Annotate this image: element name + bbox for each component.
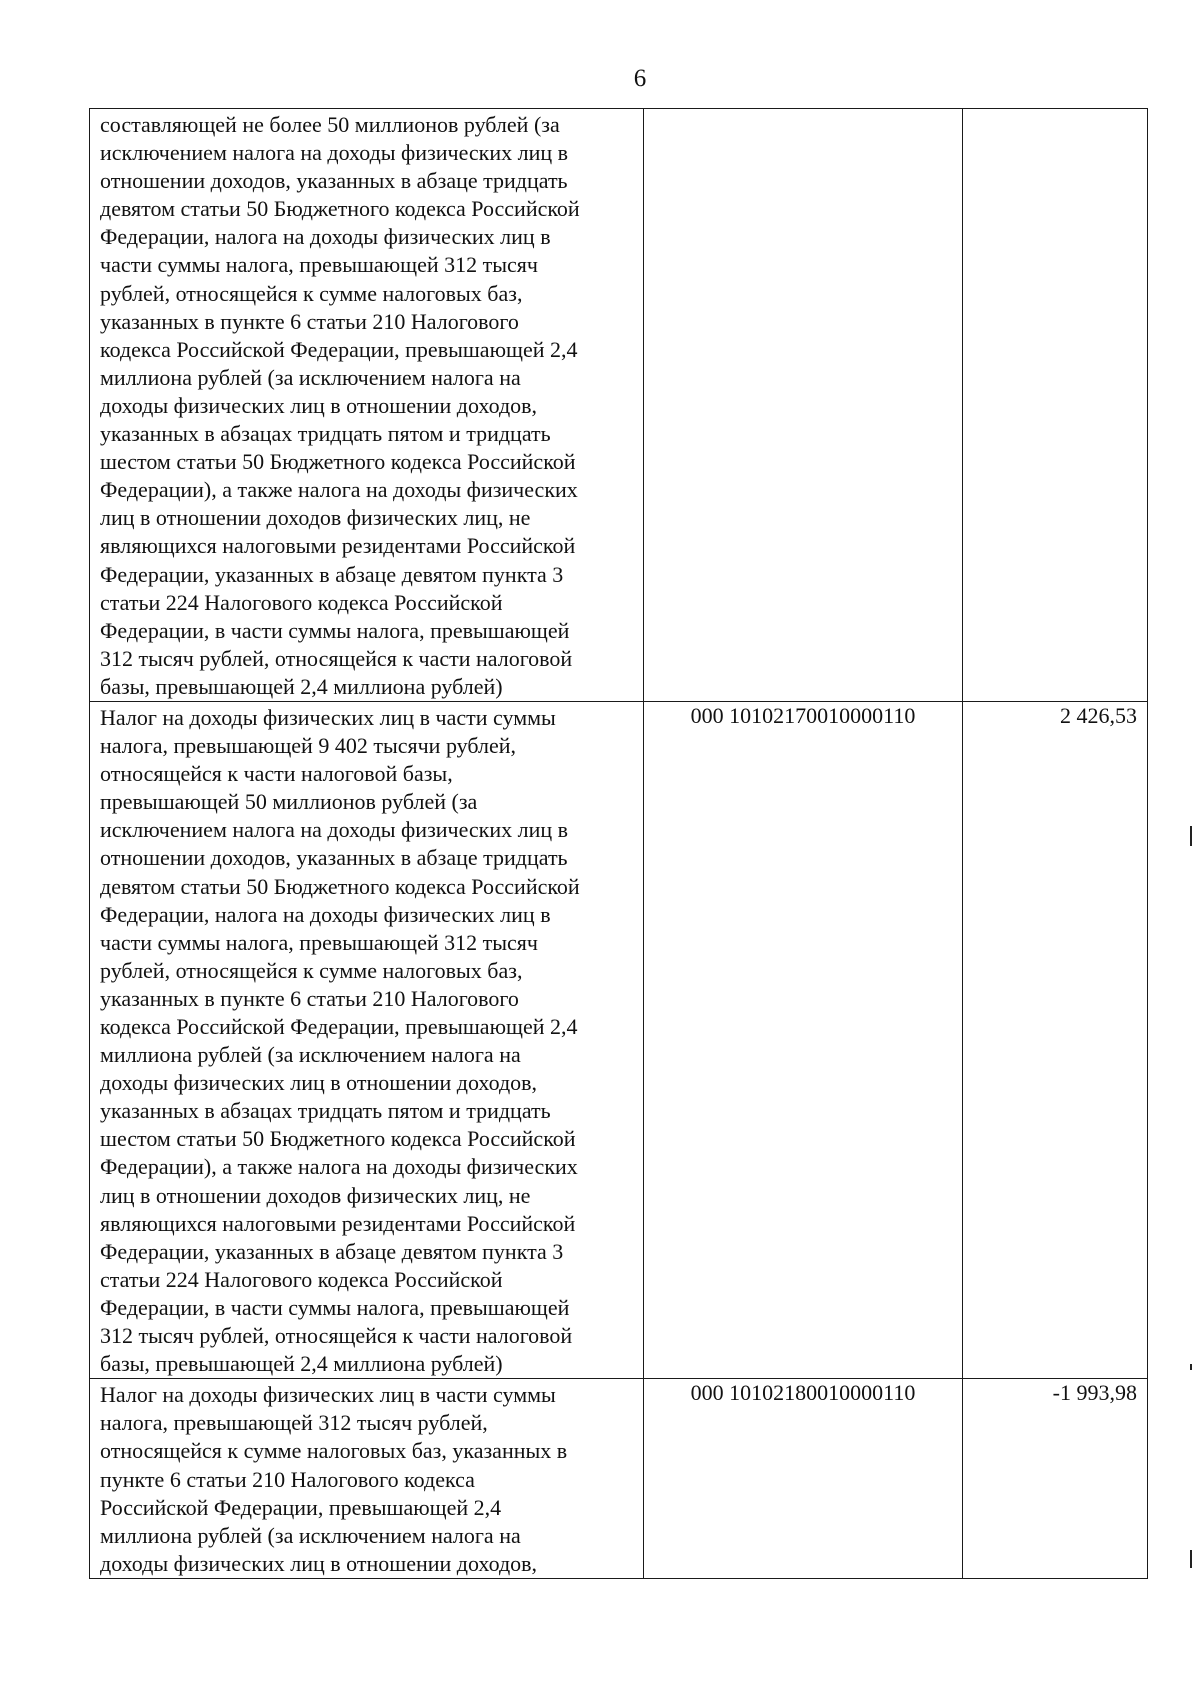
scan-artifact-mark [1190, 826, 1192, 846]
tax-name-text: составляющей не более 50 миллионов рублей (за исключением налога на доходы физических лиц в отношении доходов, указанных в абзаце тридцать девятом статьи 50 Бюджетного кодекса Российской Федерации, налога на доходы физических лиц в части суммы налога, превышающей 312 тысяч рублей, относящейся к сумме налоговых баз, указанных в пункте 6 статьи 210 Налогового кодекса Российской Федерации, превышающей 2,4 миллиона рублей (за исключением налога на доходы физических лиц в отношении доходов, указанных в абзацах тридцать пятом и тридцать шестом статьи 50 Бюджетного кодекса Российской Федерации), а также налога на доходы физических лиц в отношении доходов физических лиц, не являющихся налоговыми резидентами Российской Федерации, указанных в абзаце девятом пункта 3 статьи 224 Налогового кодекса Российской Федерации, в части суммы налога, превышающей 312 тысяч рублей, относящейся к части налоговой базы, превышающей 2,4 миллиона рублей) [100, 112, 580, 699]
table-row [90, 109, 1148, 702]
tax-name-cell [90, 1379, 644, 1579]
budget-table [89, 108, 1148, 1579]
scan-artifact-mark [1190, 1364, 1192, 1370]
budget-code-cell [644, 109, 963, 702]
tax-name-text: Налог на доходы физических лиц в части суммы налога, превышающей 312 тысяч рублей, относящейся к сумме налоговых баз, указанных в пункте 6 статьи 210 Налогового кодекса Российской Федерации, превышающей 2,4 миллиона рублей (за исключением налога на доходы физических лиц в отношении доходов, [100, 1382, 568, 1576]
budget-code-text: 000 10102170010000110 [690, 702, 916, 728]
page-number: 6 [633, 65, 647, 92]
tax-name-cell [90, 701, 644, 1378]
amount-cell [963, 1379, 1148, 1579]
amount-cell [963, 109, 1148, 702]
amount-text: 2 426,53 [1060, 702, 1137, 728]
tax-name-text: Налог на доходы физических лиц в части суммы налога, превышающей 9 402 тысячи рублей, относящейся к части налоговой базы, превышающей 50 миллионов рублей (за исключением налога на доходы физических лиц в отношении доходов, указанных в абзаце тридцать девятом статьи 50 Бюджетного кодекса Российской Федерации, налога на доходы физических лиц в части суммы налога, превышающей 312 тысяч рублей, относящейся к сумме налоговых баз, указанных в пункте 6 статьи 210 Налогового кодекса Российской Федерации, превышающей 2,4 миллиона рублей (за исключением налога на доходы физических лиц в отношении доходов, указанных в абзацах тридцать пятом и тридцать шестом статьи 50 Бюджетного кодекса Российской Федерации), а также налога на доходы физических лиц в отношении доходов физических лиц, не являющихся налоговыми резидентами Российской Федерации, указанных в абзаце девятом пункта 3 статьи 224 Налогового кодекса Российской Федерации, в части суммы налога, превышающей 312 тысяч рублей, относящейся к части налоговой базы, превышающей 2,4 миллиона рублей) [100, 704, 580, 1377]
amount-text: -1 993,98 [1052, 1380, 1137, 1406]
table-row [90, 1379, 1148, 1579]
table-row [90, 701, 1148, 1378]
scan-artifact-mark [1190, 1550, 1192, 1568]
budget-code-text: 000 10102180010000110 [690, 1380, 916, 1406]
tax-name-cell [90, 109, 644, 702]
budget-code-cell [644, 701, 963, 1378]
budget-code-cell [644, 1379, 963, 1579]
amount-cell [963, 701, 1148, 1378]
